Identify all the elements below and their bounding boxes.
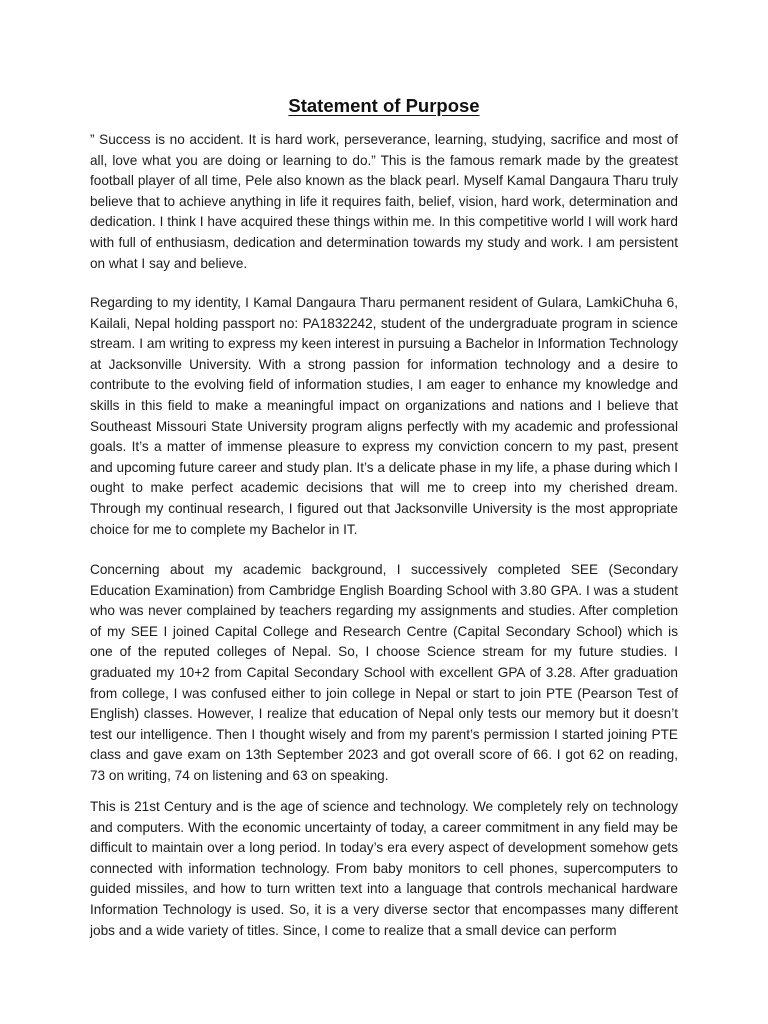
paragraph-intro-quote: ” Success is no accident. It is hard work, perseverance, learning, studying, sacrifice and most of all, love what you are doing or learning to do.” This is the famous remark made by the greatest football player of all time, Pele also known as the black pearl. Myself Kamal Dangaura Tharu truly believe that to achieve anything in life it requires faith, belief, vision, hard work, determination and dedication. I think I have acquired these things within me. In this competitive world I will work hard with full of enthusiasm, dedication and determination towards my study and work. I am persistent on what I say and believe.	[90, 132, 678, 271]
document-title: Statement of Purpose	[288, 95, 480, 116]
paragraph-technology: This is 21st Century and is the age of science and technology. We completely rely on technology and computers. With the economic uncertainty of today, a career commitment in any field may be difficult to maintain over a long period. In today’s era every aspect of development somehow gets connected with information technology. From baby monitors to cell phones, supercomputers to guided missiles, and how to turn written text into a language that controls mechanical hardware Information Technology is used. So, it is a very diverse sector that encompasses many different jobs and a wide variety of titles. Since, I come to realize that a small device can perform	[90, 799, 678, 938]
paragraph-identity: Regarding to my identity, I Kamal Dangaura Tharu permanent resident of Gulara, LamkiChuha 6, Kailali, Nepal holding passport no: PA1832242, student of the undergraduate program in science stream. I am writing to express my keen interest in pursuing a Bachelor in Information Technology at Jacksonville University. With a strong passion for information technology and a desire to contribute to the evolving field of information studies, I am eager to enhance my knowledge and skills in this field to make a meaningful impact on organizations and nations and I believe that Southeast Missouri State University program aligns perfectly with my academic and professional goals. It’s a matter of immense pleasure to express my conviction concern to my past, present and upcoming future career and study plan. It’s a delicate phase in my life, a phase during which I ought to make perfect academic decisions that will me to creep into my cherished dream. Through my continual research, I figured out that Jacksonville University is the most appropriate choice for me to complete my Bachelor in IT.	[90, 295, 678, 537]
paragraph-academic-background: Concerning about my academic background, I successively completed SEE (Secondary Education Examination) from Cambridge English Boarding School with 3.80 GPA. I was a student who was never complained by teachers regarding my assignments and studies. After completion of my SEE I joined Capital College and Research Centre (Capital Secondary School) which is one of the reputed colleges of Nepal. So, I choose Science stream for my future studies. I graduated my 10+2 from Capital Secondary School with excellent GPA of 3.28. After graduation from college, I was confused either to join college in Nepal or start to join PTE (Pearson Test of English) classes. However, I realize that education of Nepal only tests our memory but it doesn’t test our intelligence. Then I thought wisely and from my parent’s permission I started joining PTE class and gave exam on 13th September 2023 and got overall score of 66. I got 62 on reading, 73 on writing, 74 on listening and 63 on speaking.	[90, 562, 678, 783]
